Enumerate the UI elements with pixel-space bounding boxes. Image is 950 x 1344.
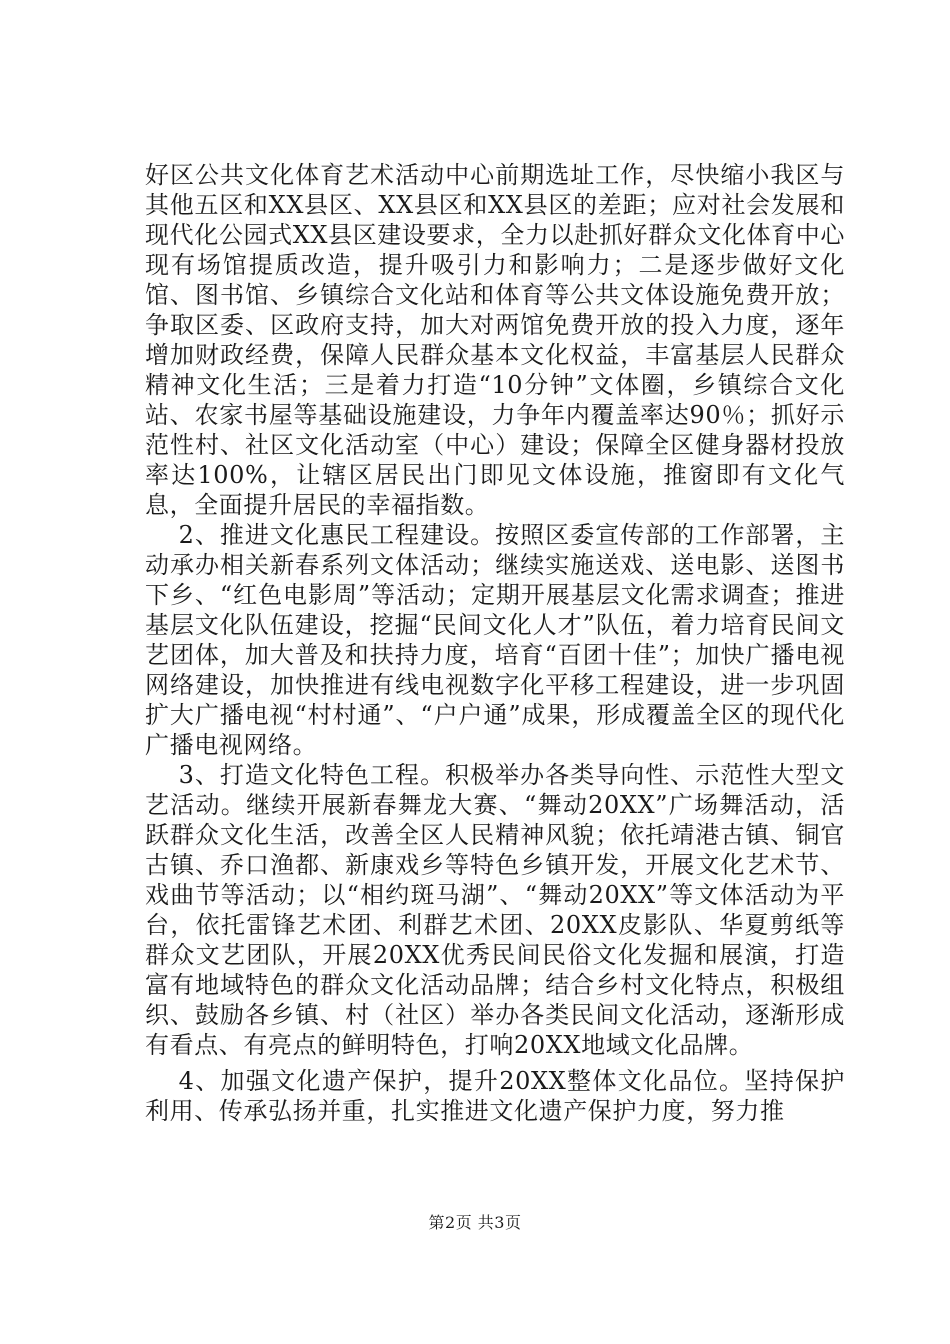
page-footer: 第2页 共3页 [428,1213,522,1232]
paragraph-item-2: 2、推进文化惠民工程建设。按照区委宣传部的工作部署，主动承办相关新春系列文体活动；继续实施送戏、送电影、送图书下乡、“红色电影周”等活动；定期开展基层文化需求调查；推进基层文化队伍建设，挖掘“民间文化人才”队伍，着力培育民间文艺团体，加大普及和扶持力度，培育“百团十佳”；加快广播电视网络建设，加快推进有线电视数字化平移工程建设，进一步巩固扩大广播电视“村村通”、“户户通”成果，形成覆盖全区的现代化广播电视网络。 [145,521,845,759]
paragraph-item-3: 3、打造文化特色工程。积极举办各类导向性、示范性大型文艺活动。继续开展新春舞龙大赛、“舞动20XX”广场舞活动，活跃群众文化生活，改善全区人民精神风貌；依托靖港古镇、铜官古镇、乔口渔都、新康戏乡等特色乡镇开发，开展文化艺术节、戏曲节等活动；以“相约斑马湖”、“舞动20XX”等文体活动为平台，依托雷锋艺术团、利群艺术团、20XX皮影队、华夏剪纸等群众文艺团队，开展20XX优秀民间民俗文化发掘和展演，打造富有地域特色的群众文化活动品牌；结合乡村文化特点，积极组织、鼓励各乡镇、村（社区）举办各类民间文化活动，逐渐形成有看点、有亮点的鲜明特色，打响20XX地域文化品牌。 [145,761,845,1059]
document-body [145,160,845,1126]
paragraph-item-4: 4、加强文化遗产保护，提升20XX整体文化品位。坚持保护利用、传承弘扬并重，扎实推进文化遗产保护力度，努力推 [145,1067,845,1125]
paragraph-continuation: 好区公共文化体育艺术活动中心前期选址工作，尽快缩小我区与其他五区和XX县区、XX县区和XX县区的差距；应对社会发展和现代化公园式XX县区建设要求，全力以赴抓好群众文化体育中心现有场馆提质改造，提升吸引力和影响力；二是逐步做好文化馆、图书馆、乡镇综合文化站和体育等公共文体设施免费开放；争取区委、区政府支持，加大对两馆免费开放的投入力度，逐年增加财政经费，保障人民群众基本文化权益，丰富基层人民群众精神文化生活；三是着力打造“10分钟”文体圈，乡镇综合文化站、农家书屋等基础设施建设，力争年内覆盖率达90％；抓好示范性村、社区文化活动室（中心）建设；保障全区健身器材投放率达100%，让辖区居民出门即见文体设施，推窗即有文化气息，全面提升居民的幸福指数。 [145,161,845,519]
